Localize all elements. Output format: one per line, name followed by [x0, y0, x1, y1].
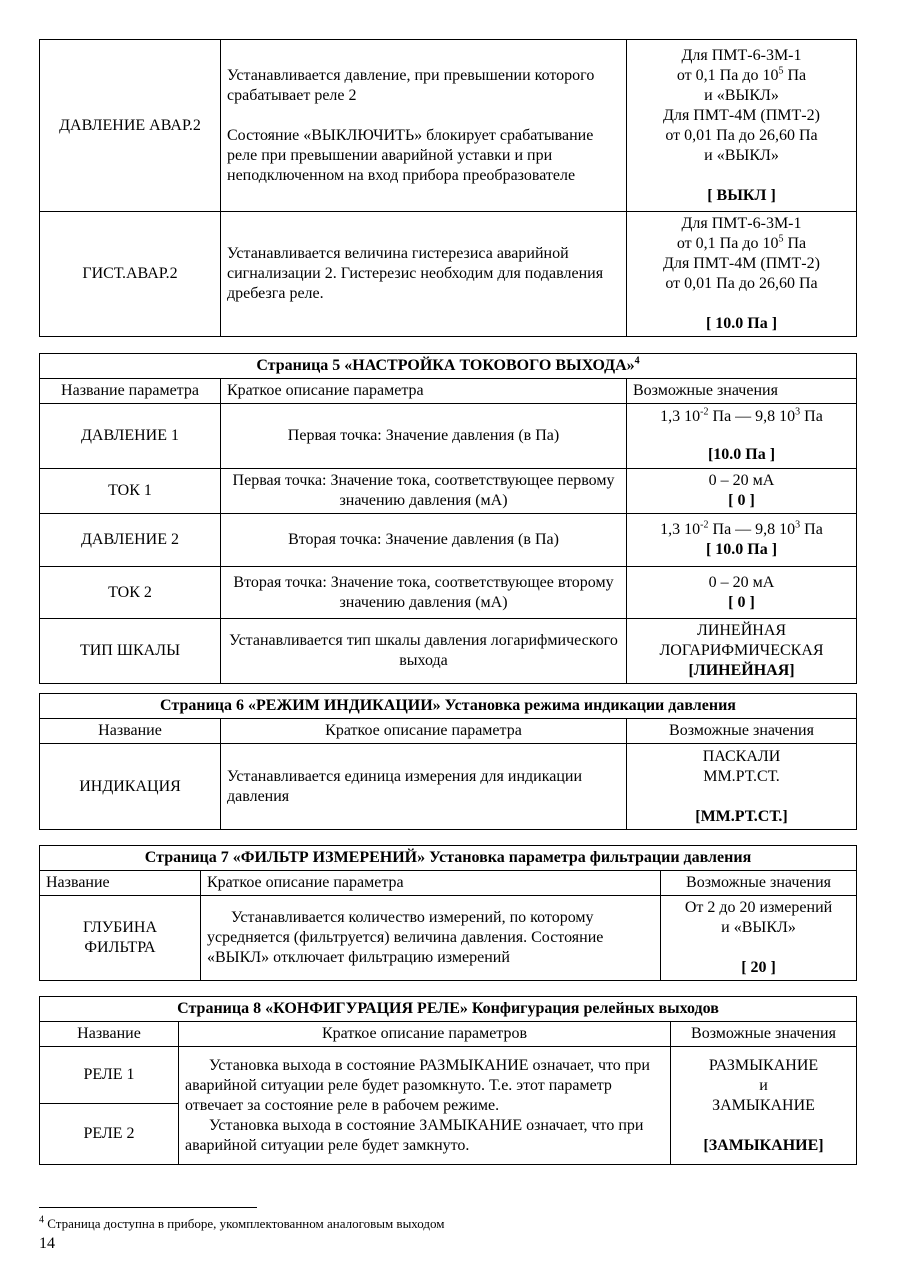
value-line: от 0,01 Па до 26,60 Па [665, 275, 818, 292]
column-header: Краткое описание параметра [221, 379, 627, 404]
param-values [627, 404, 857, 469]
param-name: РЕЛЕ 1 [40, 1047, 179, 1104]
value-line: Для ПМТ-6-3М-1 [681, 46, 802, 64]
param-name: РЕЛЕ 2 [40, 1104, 179, 1165]
default-value: [ 10.0 Па ] [705, 315, 778, 332]
relay-config-table [39, 996, 857, 1165]
param-name: ДАВЛЕНИЕ 1 [40, 404, 221, 469]
table-title: Страница 7 «ФИЛЬТР ИЗМЕРЕНИЙ» Установка параметра фильтрации давления [40, 846, 857, 871]
param-values [627, 212, 857, 337]
default-value: [ЗАМЫКАНИЕ] [703, 1136, 824, 1154]
value-line [633, 407, 850, 427]
value-line: От 2 до 20 измерений [684, 899, 833, 916]
param-description: Устанавливается давление, при превышении которого срабатывает реле 2 Состояние «ВЫКЛЮЧИТЬ» блокирует срабатывание реле при превышении аварийной уставки и при неподключенном на вход прибора преобразователе [221, 40, 627, 212]
value-line [633, 66, 850, 86]
column-header: Возможные значения [627, 379, 857, 404]
param-description: Устанавливается единица измерения для индикации давления [221, 744, 627, 830]
value-text: Па [783, 235, 807, 252]
param-values [627, 40, 857, 212]
param-name: ТОК 2 [40, 567, 221, 619]
exponent: 3 [795, 406, 801, 418]
page-number: 14 [39, 1235, 55, 1252]
footnote-separator [39, 1207, 257, 1208]
description-paragraph: Установка выхода в состояние РАЗМЫКАНИЕ означает, что при аварийной ситуации реле будет разомкнуто. Т.е. этот параметр отвечает за состояние реле в рабочем режиме. [185, 1056, 650, 1114]
param-name: ДАВЛЕНИЕ 2 [40, 514, 221, 567]
param-values [627, 514, 857, 567]
value-text: Па [800, 521, 823, 538]
param-name: ИНДИКАЦИЯ [40, 744, 221, 830]
column-header: Возможные значения [661, 871, 857, 896]
value-line: ЛОГАРИФМИЧЕСКАЯ [659, 642, 824, 659]
param-name: ГИСТ.АВАР.2 [40, 212, 221, 337]
column-header: Краткое описание параметра [201, 871, 661, 896]
exponent: -2 [700, 406, 709, 418]
value-text: Па — 9,8 10 [708, 521, 796, 538]
value-text: от 0,1 Па до 10 [676, 235, 779, 252]
param-description: Первая точка: Значение давления (в Па) [221, 404, 627, 469]
param-description: Вторая точка: Значение тока, соответствующее второму значению давления (мА) [221, 567, 627, 619]
footnote [39, 1216, 445, 1232]
column-header: Краткое описание параметра [221, 719, 627, 744]
value-line [633, 234, 850, 254]
value-text: Па [783, 66, 807, 84]
display-mode-table [39, 693, 857, 830]
param-name: ГЛУБИНА ФИЛЬТРА [40, 896, 201, 981]
default-value: [ 20 ] [741, 959, 776, 976]
column-header: Название [40, 719, 221, 744]
default-value: [ 0 ] [728, 593, 755, 611]
value-line: ММ.РТ.СТ. [703, 767, 780, 785]
param-description: Устанавливается количество измерений, по которому усредняется (фильтруется) величина давления. Состояние «ВЫКЛ» отключает фильтрацию измерений [201, 896, 661, 981]
default-value: [ 10.0 Па ] [705, 541, 778, 558]
column-header: Название [40, 1022, 179, 1047]
value-line: и «ВЫКЛ» [704, 86, 779, 104]
value-line: от 0,01 Па до 26,60 Па [665, 126, 818, 144]
value-line: и [759, 1076, 768, 1094]
footnote-ref: 4 [634, 355, 640, 367]
value-text: от 0,1 Па до 10 [676, 66, 779, 84]
value-line [633, 520, 850, 540]
column-header: Возможные значения [627, 719, 857, 744]
alarm-settings-table [39, 39, 857, 337]
value-text: Па — 9,8 10 [708, 408, 796, 425]
exponent: 5 [778, 233, 784, 245]
param-description: Первая точка: Значение тока, соответствующее первому значению давления (мА) [221, 469, 627, 514]
exponent: 5 [778, 65, 784, 77]
param-name: ТОК 1 [40, 469, 221, 514]
value-line: Для ПМТ-4М (ПМТ-2) [663, 255, 820, 272]
current-output-table [39, 353, 857, 684]
table-title: Страница 6 «РЕЖИМ ИНДИКАЦИИ» Установка режима индикации давления [40, 694, 857, 719]
value-text: 1,3 10 [660, 408, 701, 425]
default-value: [ ВЫКЛ ] [707, 186, 776, 204]
default-value: [ 0 ] [728, 492, 755, 509]
footnote-text: Страница доступна в приборе, укомплектованном аналоговым выходом [44, 1216, 445, 1231]
param-description: Устанавливается тип шкалы давления логарифмического выхода [221, 619, 627, 684]
default-value: [ММ.РТ.СТ.] [695, 807, 788, 825]
default-value: [10.0 Па ] [707, 446, 776, 463]
value-line: Для ПМТ-6-3М-1 [681, 215, 802, 232]
description-paragraph: Установка выхода в состояние ЗАМЫКАНИЕ означает, что при аварийной ситуации реле будет замкнуто. [185, 1116, 644, 1154]
table-title: Страница 8 «КОНФИГУРАЦИЯ РЕЛЕ» Конфигурация релейных выходов [40, 997, 857, 1022]
param-description: Вторая точка: Значение давления (в Па) [221, 514, 627, 567]
title-text: Страница 5 «НАСТРОЙКА ТОКОВОГО ВЫХОДА» [256, 357, 635, 374]
column-header: Краткое описание параметров [179, 1022, 671, 1047]
param-description: Устанавливается величина гистерезиса аварийной сигнализации 2. Гистерезис необходим для подавления дребезга реле. [221, 212, 627, 337]
column-header: Название [40, 871, 201, 896]
value-text: 1,3 10 [660, 521, 701, 538]
value-line: РАЗМЫКАНИЕ [708, 1056, 819, 1074]
param-description [179, 1047, 671, 1165]
value-line: Для ПМТ-4М (ПМТ-2) [663, 106, 820, 124]
param-name: ТИП ШКАЛЫ [40, 619, 221, 684]
param-values [627, 469, 857, 514]
measurement-filter-table [39, 845, 857, 981]
value-line: 0 – 20 мА [708, 573, 775, 591]
exponent: -2 [700, 519, 709, 531]
footnote-number: 4 [39, 1214, 44, 1226]
value-line: ПАСКАЛИ [702, 747, 781, 765]
column-header: Возможные значения [671, 1022, 857, 1047]
exponent: 3 [795, 519, 801, 531]
value-line: и «ВЫКЛ» [704, 146, 779, 164]
value-line: 0 – 20 мА [708, 472, 775, 489]
value-text: Па [800, 408, 823, 425]
param-name: ДАВЛЕНИЕ АВАР.2 [40, 40, 221, 212]
table-title [40, 354, 857, 379]
default-value: [ЛИНЕЙНАЯ] [688, 662, 795, 679]
param-values [661, 896, 857, 981]
value-line: и «ВЫКЛ» [721, 919, 796, 936]
column-header: Название параметра [40, 379, 221, 404]
value-line: ЛИНЕЙНАЯ [696, 622, 787, 639]
param-values [627, 619, 857, 684]
value-line: ЗАМЫКАНИЕ [712, 1096, 815, 1114]
param-values [627, 744, 857, 830]
param-values [627, 567, 857, 619]
param-values [671, 1047, 857, 1165]
